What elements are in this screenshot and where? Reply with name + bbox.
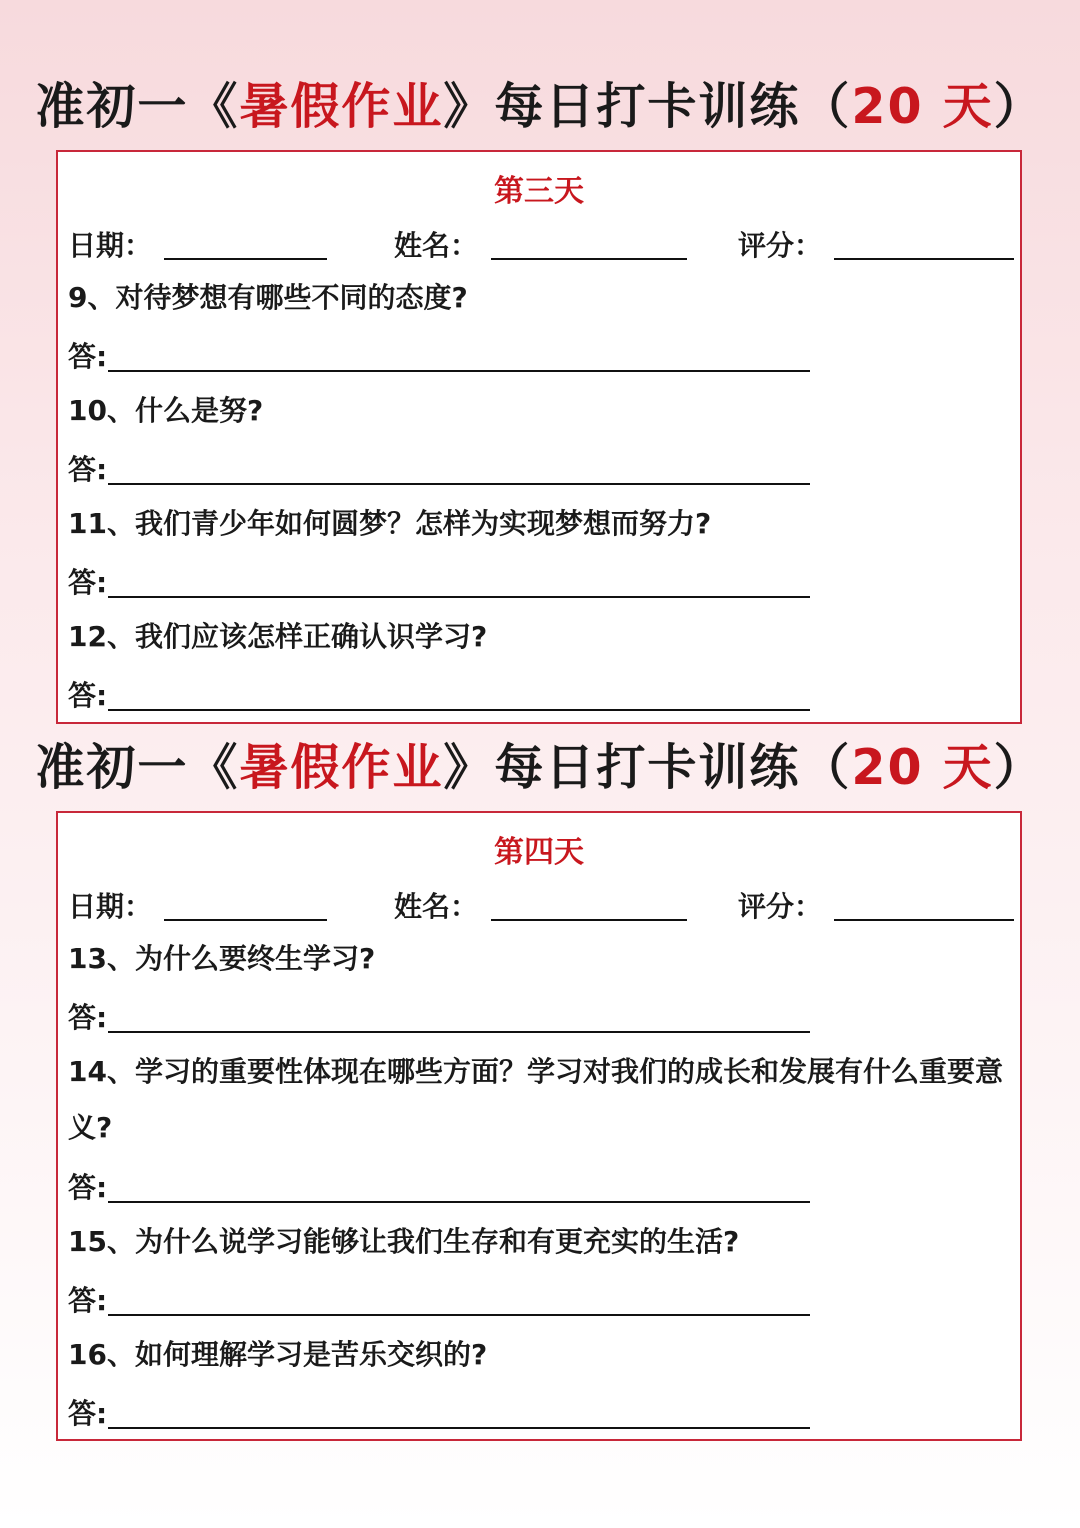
answer-line-10[interactable] <box>108 483 810 485</box>
answer-line-11[interactable] <box>108 596 810 598</box>
title-prefix: 准初一《 <box>35 78 240 135</box>
info-row <box>58 224 1020 264</box>
title-prefix: 准初一《 <box>35 739 240 796</box>
question-12: 12、我们应该怎样正确认识学习? <box>68 620 488 653</box>
date-label: 日期： <box>68 229 153 262</box>
question-13: 13、为什么要终生学习? <box>68 942 376 975</box>
score-label: 评分： <box>738 890 823 923</box>
question-14: 14、学习的重要性体现在哪些方面？学习对我们的成长和发展有什么重要意义? <box>68 1055 1003 1144</box>
score-field[interactable] <box>834 919 1014 921</box>
title-middle: 》每日打卡训练（ <box>443 739 852 796</box>
question-9: 9、对待梦想有哪些不同的态度? <box>68 281 468 314</box>
date-label: 日期： <box>68 890 153 923</box>
name-label: 姓名： <box>394 890 479 923</box>
answer-label: 答: <box>68 1397 108 1430</box>
name-field[interactable] <box>491 919 687 921</box>
answer-label: 答: <box>68 1284 108 1317</box>
info-row <box>58 885 1020 925</box>
worksheet-title <box>0 739 1080 796</box>
answer-line-9[interactable] <box>108 370 810 372</box>
title-highlight: 暑假作业 <box>239 739 444 796</box>
answer-label: 答: <box>68 1001 108 1034</box>
date-field[interactable] <box>164 919 327 921</box>
answer-line-12[interactable] <box>108 709 810 711</box>
question-10: 10、什么是努? <box>68 394 264 427</box>
worksheet-title <box>0 78 1080 135</box>
day-card-3 <box>56 150 1022 724</box>
answer-line-13[interactable] <box>108 1031 810 1033</box>
answer-label: 答: <box>68 340 108 373</box>
name-label: 姓名： <box>394 229 479 262</box>
day-heading: 第三天 <box>494 174 584 209</box>
title-highlight: 暑假作业 <box>239 78 444 135</box>
question-15: 15、为什么说学习能够让我们生存和有更充实的生活? <box>68 1225 740 1258</box>
title-suffix: ） <box>993 739 1045 796</box>
answer-label: 答: <box>68 679 108 712</box>
title-day-count: 20 天 <box>851 739 994 796</box>
title-middle: 》每日打卡训练（ <box>443 78 852 135</box>
day-card-4 <box>56 811 1022 1441</box>
score-field[interactable] <box>834 258 1014 260</box>
name-field[interactable] <box>491 258 687 260</box>
question-16: 16、如何理解学习是苦乐交织的? <box>68 1338 488 1371</box>
answer-line-14[interactable] <box>108 1201 810 1203</box>
answer-label: 答: <box>68 1171 108 1204</box>
answer-line-16[interactable] <box>108 1427 810 1429</box>
day-heading: 第四天 <box>494 835 584 870</box>
score-label: 评分： <box>738 229 823 262</box>
answer-label: 答: <box>68 453 108 486</box>
answer-line-15[interactable] <box>108 1314 810 1316</box>
title-day-count: 20 天 <box>851 78 994 135</box>
answer-label: 答: <box>68 566 108 599</box>
title-suffix: ） <box>993 78 1045 135</box>
date-field[interactable] <box>164 258 327 260</box>
question-11: 11、我们青少年如何圆梦？怎样为实现梦想而努力? <box>68 507 712 540</box>
